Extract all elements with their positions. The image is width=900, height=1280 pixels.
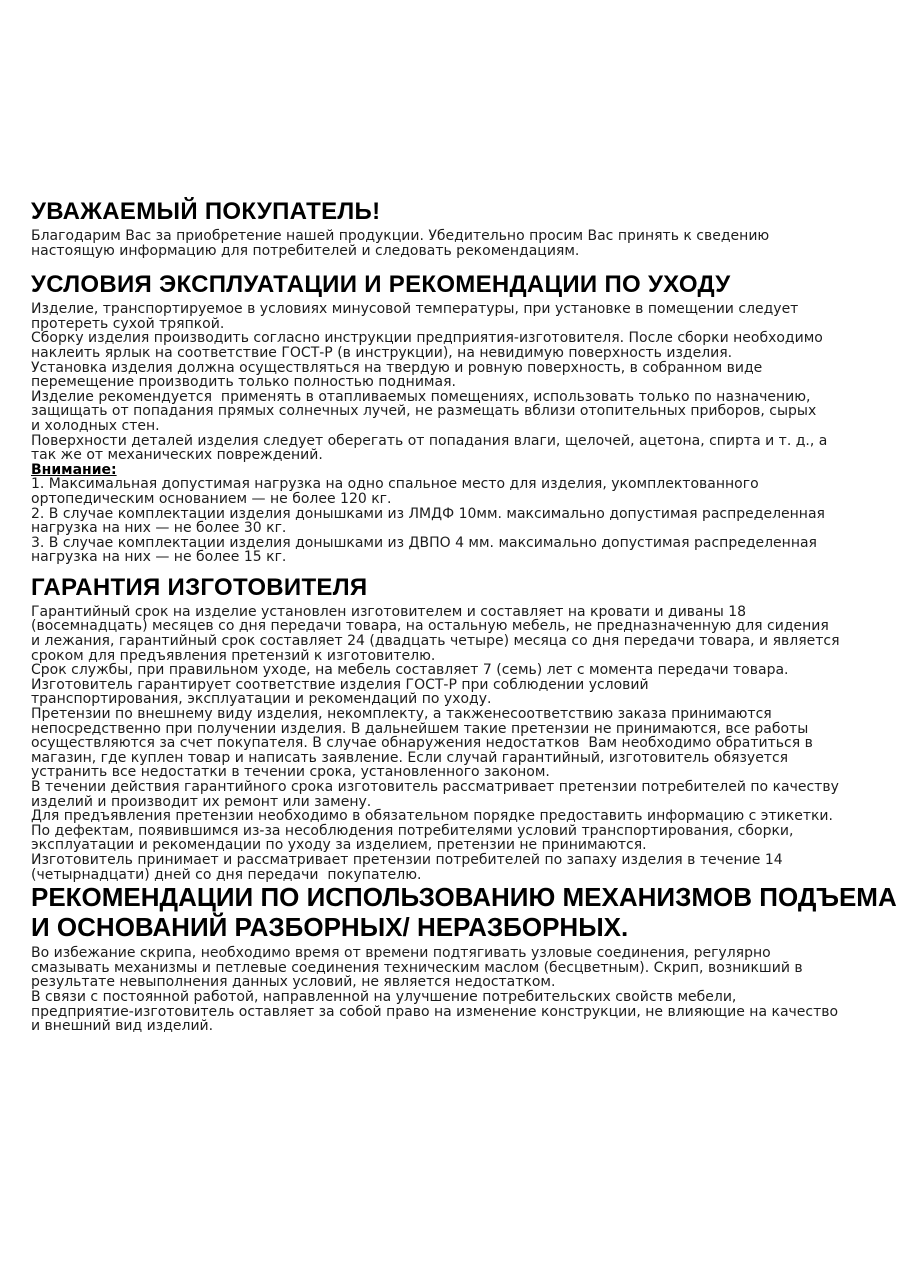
text-line: и холодных стен. <box>31 417 160 434</box>
text-line: магазин, где куплен товар и написать заявление. Если случай гарантийный, изготовитель обязуется <box>31 749 789 766</box>
paragraph <box>31 707 876 780</box>
text-line: ортопедическим основанием — не более 120 кг. <box>31 490 392 507</box>
section-heading-warranty <box>31 574 876 602</box>
section-heading-greeting <box>31 198 876 226</box>
text-line: 1. Максимальная допустимая нагрузка на одно спальное место для изделия, укомплектованного <box>31 476 759 493</box>
paragraph <box>31 536 876 565</box>
text-line: результате невыполнения данных условий, не является недостатком. <box>31 974 556 991</box>
paragraph <box>31 946 876 990</box>
paragraph <box>31 302 876 331</box>
text-line: непосредственно при получении изделия. В дальнейшем такие претензии не принимаются, все работы <box>31 720 809 737</box>
section-warranty <box>31 574 876 882</box>
text-line: (четырнадцати) дней со дня передачи покупателю. <box>31 866 422 883</box>
text-line: В связи с постоянной работой, направленной на улучшение потребительских свойств мебели, <box>31 988 737 1005</box>
text-line: транспортирования, эксплуатации и рекомендаций по уходу. <box>31 691 492 708</box>
text-line: изделий и производит их ремонт или замену. <box>31 793 372 810</box>
text-line: осуществляются за счет покупателя. В случае обнаружения недостатков Вам необходимо обратиться в <box>31 735 813 752</box>
heading-line: УВАЖАЕМЫЙ ПОКУПАТЕЛЬ! <box>31 198 381 225</box>
text-line: наклеить ярлык на соответствие ГОСТ-Р (в инструкции), на невидимую поверхность изделия. <box>31 344 733 361</box>
text-line: смазывать механизмы и петлевые соединения техническим маслом (бесцветным). Скрип, возникший в <box>31 959 803 976</box>
text-line: 2. В случае комплектации изделия донышками из ЛМДФ 10мм. максимально допустимая распределенная <box>31 505 825 522</box>
paragraph <box>31 229 876 258</box>
paragraph <box>31 361 876 390</box>
text-line: и лежания, гарантийный срок составляет 24 (двадцать четыре) месяца со дня передачи товара, и является <box>31 633 840 650</box>
paragraph <box>31 824 876 853</box>
section-mechanisms <box>31 882 897 1035</box>
text-line: Претензии по внешнему виду изделия, некомплекту, а такженесоответствию заказа принимаются <box>31 706 772 723</box>
text-line: В течении действия гарантийного срока изготовитель рассматривает претензии потребителей по качеству <box>31 779 839 795</box>
paragraph <box>31 780 876 809</box>
text-line: Изделие рекомендуется применять в отапливаемых помещениях, использовать только по назначению, <box>31 388 811 405</box>
text-line: устранить все недостатки в течении срока, установленного законом. <box>31 764 550 781</box>
heading-line: УСЛОВИЯ ЭКСПЛУАТАЦИИ И РЕКОМЕНДАЦИИ ПО УХОДУ <box>31 271 731 299</box>
text-line: предприятие-изготовитель оставляет за собой право на изменение конструкции, не влияющие на качество <box>31 1003 839 1020</box>
heading-line: РЕКОМЕНДАЦИИ ПО ИСПОЛЬЗОВАНИЮ МЕХАНИЗМОВ ПОДЪЕМА <box>31 882 897 913</box>
text-line: По дефектам, появившимся из-за несоблюдения потребителями условий транспортирования, сборки, <box>31 822 794 839</box>
text-line: протереть сухой тряпкой. <box>31 315 225 332</box>
text-line: нагрузка на них — не более 30 кг. <box>31 520 287 537</box>
text-line: Изготовитель гарантирует соответствие изделия ГОСТ-Р при соблюдении условий <box>31 676 649 693</box>
text-line: Внимание: <box>31 461 117 478</box>
text-line: эксплуатации и рекомендации по уходу за изделием, претензии не принимаются. <box>31 837 647 854</box>
section-heading-usage-conditions <box>31 271 876 299</box>
paragraph <box>31 853 876 882</box>
paragraph <box>31 463 876 478</box>
heading-line: И ОСНОВАНИЙ РАЗБОРНЫХ/ НЕРАЗБОРНЫХ. <box>31 912 629 943</box>
text-line: Изделие, транспортируемое в условиях минусовой температуры, при установке в помещении следует <box>31 301 799 318</box>
text-line: и внешний вид изделий. <box>31 1018 214 1035</box>
text-line: Срок службы, при правильном уходе, на мебель составляет 7 (семь) лет с момента передачи товара. <box>31 662 789 679</box>
paragraph <box>31 678 876 707</box>
text-line: так же от механических повреждений. <box>31 447 323 464</box>
paragraph <box>31 809 876 824</box>
section-usage-conditions <box>31 271 876 565</box>
paragraph <box>31 990 876 1034</box>
paragraph <box>31 390 876 434</box>
text-line: перемещение производить только полностью поднимая. <box>31 374 456 391</box>
text-line: сроком для предъявления претензий к изготовителю. <box>31 647 436 664</box>
section-greeting <box>31 198 876 258</box>
text-line: Сборку изделия производить согласно инструкции предприятия-изготовителя. После сборки необходимо <box>31 330 823 347</box>
paragraph <box>31 477 876 506</box>
text-line: 3. В случае комплектации изделия донышками из ДВПО 4 мм. максимально допустимая распределенная <box>31 534 817 551</box>
section-heading-mechanisms <box>31 882 897 943</box>
text-line: защищать от попадания прямых солнечных лучей, не размещать вблизи отопительных приборов, сырых <box>31 403 817 420</box>
text-line: Изготовитель принимает и рассматривает претензии потребителей по запаху изделия в течение 14 <box>31 851 783 868</box>
paragraph <box>31 434 876 463</box>
paragraph <box>31 605 876 663</box>
text-line: Гарантийный срок на изделие установлен изготовителем и составляет на кровати и диваны 18 <box>31 603 747 620</box>
heading-line: ГАРАНТИЯ ИЗГОТОВИТЕЛЯ <box>31 573 368 601</box>
text-line: Для предъявления претензии необходимо в обязательном порядке предоставить информацию с этикетки. <box>31 808 833 825</box>
text-line: настоящую информацию для потребителей и следовать рекомендациям. <box>31 242 580 259</box>
text-line: (восемнадцать) месяцев со дня передачи товара, на остальную мебель, не предназначенную для сидения <box>31 618 829 635</box>
text-line: Поверхности деталей изделия следует оберегать от попадания влаги, щелочей, ацетона, спирта и т. д., а <box>31 432 828 449</box>
paragraph <box>31 663 876 678</box>
text-line: нагрузка на них — не более 15 кг. <box>31 549 287 566</box>
text-line: Благодарим Вас за приобретение нашей продукции. Убедительно просим Вас принять к сведению <box>31 228 770 244</box>
paragraph <box>31 507 876 536</box>
text-line: Во избежание скрипа, необходимо время от времени подтягивать узловые соединения, регулярно <box>31 945 771 962</box>
text-line: Установка изделия должна осуществляться на твердую и ровную поверхность, в собранном виде <box>31 359 763 376</box>
paragraph <box>31 331 876 360</box>
